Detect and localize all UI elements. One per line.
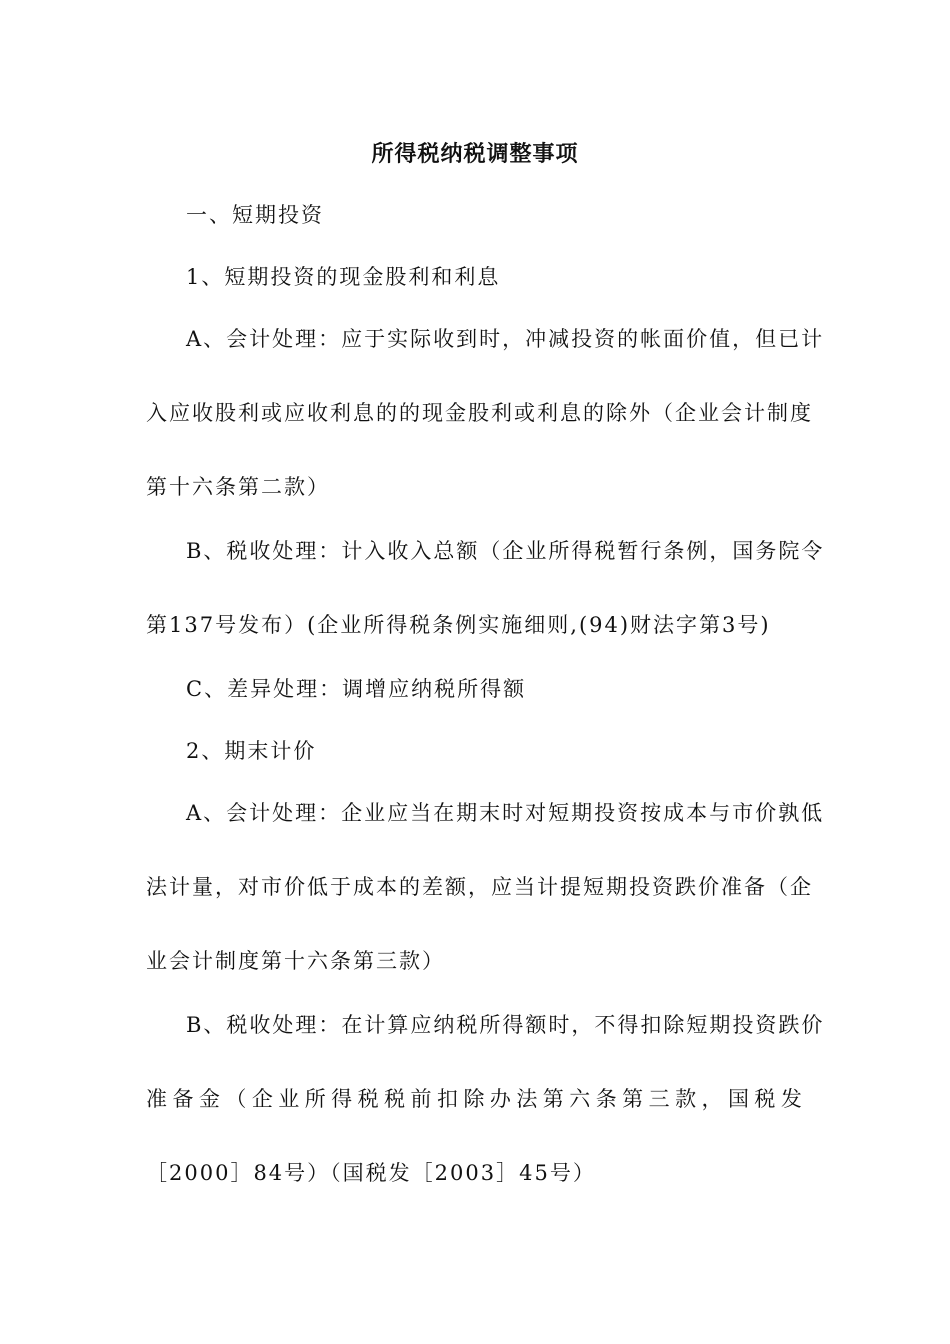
paragraph-line: ［2000］84号）（国税发［2003］45号） bbox=[146, 1161, 596, 1185]
subsection-heading-dividends-interest: 1、短期投资的现金股利和利息 bbox=[186, 265, 501, 289]
paragraph-line: 入应收股利或应收利息的的现金股利或利息的除外（企业会计制度 bbox=[146, 401, 813, 425]
paragraph-line-justified: 准 备 金 （ 企 业 所 得 税 税 前 扣 除 办 法 第 六 条 第 三 款 ， 国 税 发 bbox=[146, 1087, 802, 1111]
paragraph-line: 业会计制度第十六条第三款） bbox=[146, 949, 445, 973]
paragraph-line: B、税收处理：在计算应纳税所得额时，不得扣除短期投资跌价 bbox=[186, 1013, 825, 1037]
document-title: 所得税纳税调整事项 bbox=[371, 141, 579, 167]
paragraph-line: C、差异处理：调增应纳税所得额 bbox=[186, 677, 527, 701]
paragraph-line: B、税收处理：计入收入总额（企业所得税暂行条例，国务院令 bbox=[186, 539, 825, 563]
subsection-heading-period-end-valuation: 2、期末计价 bbox=[186, 739, 317, 763]
paragraph-line: 法计量，对市价低于成本的差额，应当计提短期投资跌价准备（企 bbox=[146, 875, 813, 899]
paragraph-line: 第137号发布）(企业所得税条例实施细则,(94)财法字第3号) bbox=[146, 613, 771, 637]
paragraph-line: A、会计处理：企业应当在期末时对短期投资按成本与市价孰低 bbox=[186, 801, 825, 825]
paragraph-line: 第十六条第二款） bbox=[146, 475, 330, 499]
paragraph-line: A、会计处理：应于实际收到时，冲减投资的帐面价值，但已计 bbox=[186, 327, 825, 351]
section-heading-short-term-investment: 一、短期投资 bbox=[186, 203, 324, 227]
